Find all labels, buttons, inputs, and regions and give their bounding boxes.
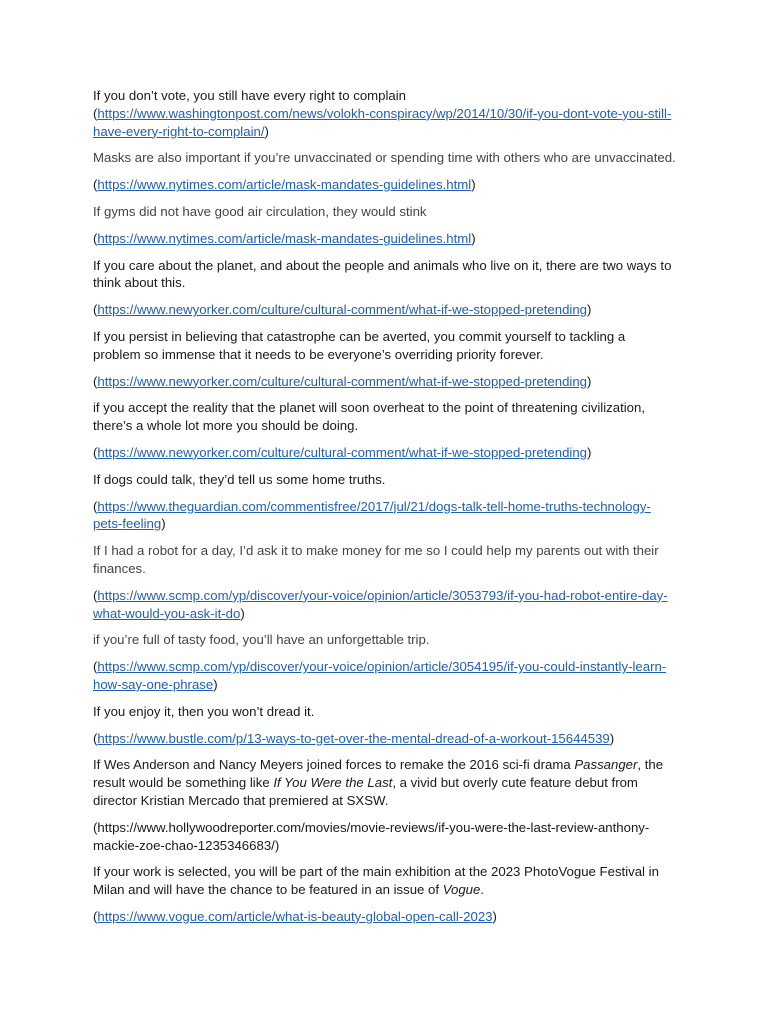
paren-open: ( <box>93 177 98 193</box>
source-link[interactable]: https://www.theguardian.com/commentisfree/2017/jul/21/dogs-talk-tell-home-truths-technology-pets-feeling <box>93 498 651 532</box>
source-paragraph <box>93 444 676 462</box>
source-link[interactable]: https://www.nytimes.com/article/mask-mandates-guidelines.html <box>97 230 472 246</box>
paren-close: ) <box>609 730 615 746</box>
quote-text: . <box>480 882 485 898</box>
source-link[interactable]: https://www.nytimes.com/article/mask-mandates-guidelines.html <box>97 177 472 193</box>
paren-close: ) <box>161 516 166 532</box>
source-link[interactable]: https://www.newyorker.com/culture/cultural-comment/what-if-we-stopped-pretending <box>97 302 588 318</box>
quote-text: If you don’t vote, you still have every right to complain <box>93 88 406 103</box>
source-paragraph <box>93 373 676 391</box>
source-link[interactable]: https://www.washingtonpost.com/news/volokh-conspiracy/wp/2014/10/30/if-you-dont-vote-you-still-have-every-right-to-complain/ <box>93 105 672 139</box>
paren-close: ) <box>213 676 218 692</box>
italic-title: If You Were the Last <box>273 775 393 791</box>
source-paragraph <box>93 730 676 748</box>
quote-paragraph: if you accept the reality that the planet will soon overheat to the point of threatening civilization, there’s a whole lot more you should be doing. <box>93 400 646 434</box>
paren-close: ) <box>492 908 497 924</box>
paren-close: ) <box>587 444 592 460</box>
paren-open: ( <box>93 105 98 121</box>
paren-close: ) <box>587 302 592 318</box>
source-link[interactable]: https://www.scmp.com/yp/discover/your-voice/opinion/article/3054195/if-you-could-instantly-learn-how-say-one-phrase <box>93 659 667 692</box>
paren-open: ( <box>93 659 98 675</box>
source-paragraph <box>93 819 676 855</box>
source-paragraph <box>93 230 676 248</box>
paren-close: ) <box>587 373 592 389</box>
source-paragraph <box>93 587 676 623</box>
paren-open: ( <box>93 819 98 835</box>
quote-paragraph: Masks are also important if you’re unvaccinated or spending time with others who are unvaccinated. <box>93 150 676 166</box>
paren-open: ( <box>93 373 98 389</box>
source-link[interactable]: https://www.vogue.com/article/what-is-beauty-global-open-call-2023 <box>97 908 493 924</box>
paren-open: ( <box>93 908 98 924</box>
paren-close: ) <box>264 123 269 139</box>
quote-paragraph: If I had a robot for a day, I’d ask it to make money for me so I could help my parents out with their finances. <box>93 543 659 576</box>
source-paragraph <box>93 301 676 319</box>
quote-paragraph: If you enjoy it, then you won’t dread it. <box>93 703 315 719</box>
source-link[interactable]: https://www.bustle.com/p/13-ways-to-get-over-the-mental-dread-of-a-workout-15644539 <box>97 730 610 746</box>
paren-close: ) <box>471 177 476 193</box>
paren-open: ( <box>93 444 98 460</box>
quote-paragraph: If gyms did not have good air circulation, they would stink <box>93 203 427 219</box>
paren-close: ) <box>471 230 476 246</box>
source-link[interactable]: https://www.scmp.com/yp/discover/your-voice/opinion/article/3053793/if-you-had-robot-entire-day-what-would-you-ask-it-do <box>93 587 668 621</box>
paren-close: ) <box>274 837 280 853</box>
quote-text: If your work is selected, you will be part of the main exhibition at the 2023 PhotoVogue Festival in Milan and will have the chance to be featured in an issue of <box>93 864 659 898</box>
paren-close: ) <box>240 605 245 621</box>
quote-paragraph: If you persist in believing that catastrophe can be averted, you commit yourself to tackling a problem so immense that it needs to be everyone’s overriding priority forever. <box>93 328 626 362</box>
quote-text: If Wes Anderson and Nancy Meyers joined forces to remake the 2016 sci-fi drama <box>93 757 575 773</box>
italic-title: Vogue <box>442 882 481 898</box>
paren-open: ( <box>93 498 98 514</box>
quote-text: , the result would be something like <box>93 757 664 791</box>
source-paragraph <box>93 176 676 194</box>
quote-paragraph: If you care about the planet, and about the people and animals who live on it, there are two ways to think about this. <box>93 257 672 291</box>
paren-open: ( <box>93 730 98 746</box>
source-paragraph <box>93 498 676 534</box>
quote-paragraph: if you’re full of tasty food, you’ll have an unforgettable trip. <box>93 632 430 648</box>
paren-open: ( <box>93 230 98 246</box>
italic-title: Passanger <box>574 757 638 773</box>
quote-paragraph <box>93 863 676 899</box>
paren-open: ( <box>93 302 98 318</box>
quote-paragraph <box>93 756 676 809</box>
paren-open: ( <box>93 587 98 603</box>
quote-text: , a vivid but overly cute feature debut from director Kristian Mercado that premiered at SXSW. <box>93 775 638 808</box>
source-link[interactable]: https://www.newyorker.com/culture/cultural-comment/what-if-we-stopped-pretending <box>97 373 588 389</box>
source-paragraph <box>93 658 676 694</box>
source-paragraph <box>93 908 676 926</box>
source-link[interactable]: https://www.newyorker.com/culture/cultural-comment/what-if-we-stopped-pretending <box>97 444 588 460</box>
source-plain-url: https://www.hollywoodreporter.com/movies/movie-reviews/if-you-were-the-last-review-anthony-mackie-zoe-chao-1235346683/ <box>93 819 650 853</box>
quote-paragraph <box>93 87 676 140</box>
quote-paragraph: If dogs could talk, they’d tell us some home truths. <box>93 471 386 487</box>
